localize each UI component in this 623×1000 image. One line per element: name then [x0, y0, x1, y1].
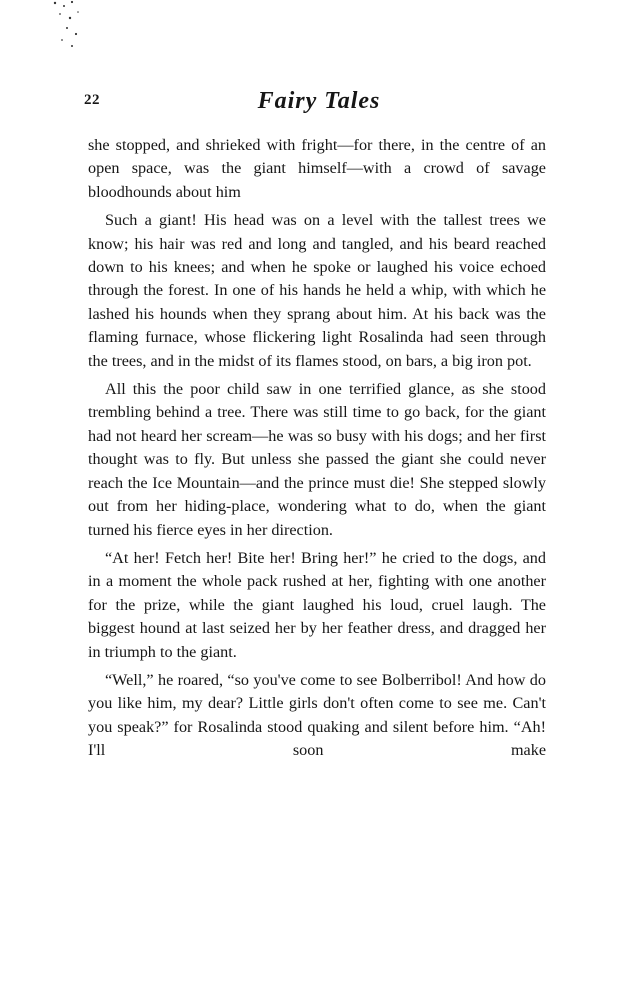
paragraph: All this the poor child saw in one terrified glance, as she stood trembling behind a tree. There was still time to go back, for the giant had not heard her scream—he was so busy with his dogs; and her first thought was to fly. But unless she passed the giant she could never reach the Ice Mountain—and the prince must die! She stepped slowly out from her hiding-place, wondering what to do, when the giant turned his fierce eyes in her direction.	[88, 380, 546, 539]
page-number: 22	[84, 92, 100, 108]
paragraph: she stopped, and shrieked with fright—for there, in the centre of an open space, was the giant himself—with a crowd of savage bloodhounds about him	[88, 136, 546, 201]
paragraph: “At her! Fetch her! Bite her! Bring her!” he cried to the dogs, and in a moment the whole pack rushed at her, fighting with one another for the prize, while the giant laughed his loud, cruel laugh. The biggest hound at last seized her by her feather dress, and dragged her in triumph to the giant.	[88, 548, 546, 661]
body-text	[88, 134, 546, 768]
paragraph: Such a giant! His head was on a level with the tallest trees we know; his hair was red and long and tangled, and his beard reached down to his knees; and when he spoke or laughed his voice echoed through the forest. In one of his hands he held a whip, with which he lashed his hounds when they sprang about him. At his back was the flaming furnace, whose flickering light Rosalinda had seen through the trees, and in the midst of its flames stood, on bars, a big iron pot.	[88, 211, 546, 370]
page-header	[84, 88, 554, 116]
page-specks	[52, 0, 92, 60]
paragraph: “Well,” he roared, “so you've come to see Bolberribol! And how do you like him, my dear? Little girls don't often come to see me. Can't you speak?” for Rosalinda stood quaking and silent before him. “Ah! I'll soon make	[88, 670, 546, 760]
running-title: Fairy Tales	[257, 88, 381, 114]
